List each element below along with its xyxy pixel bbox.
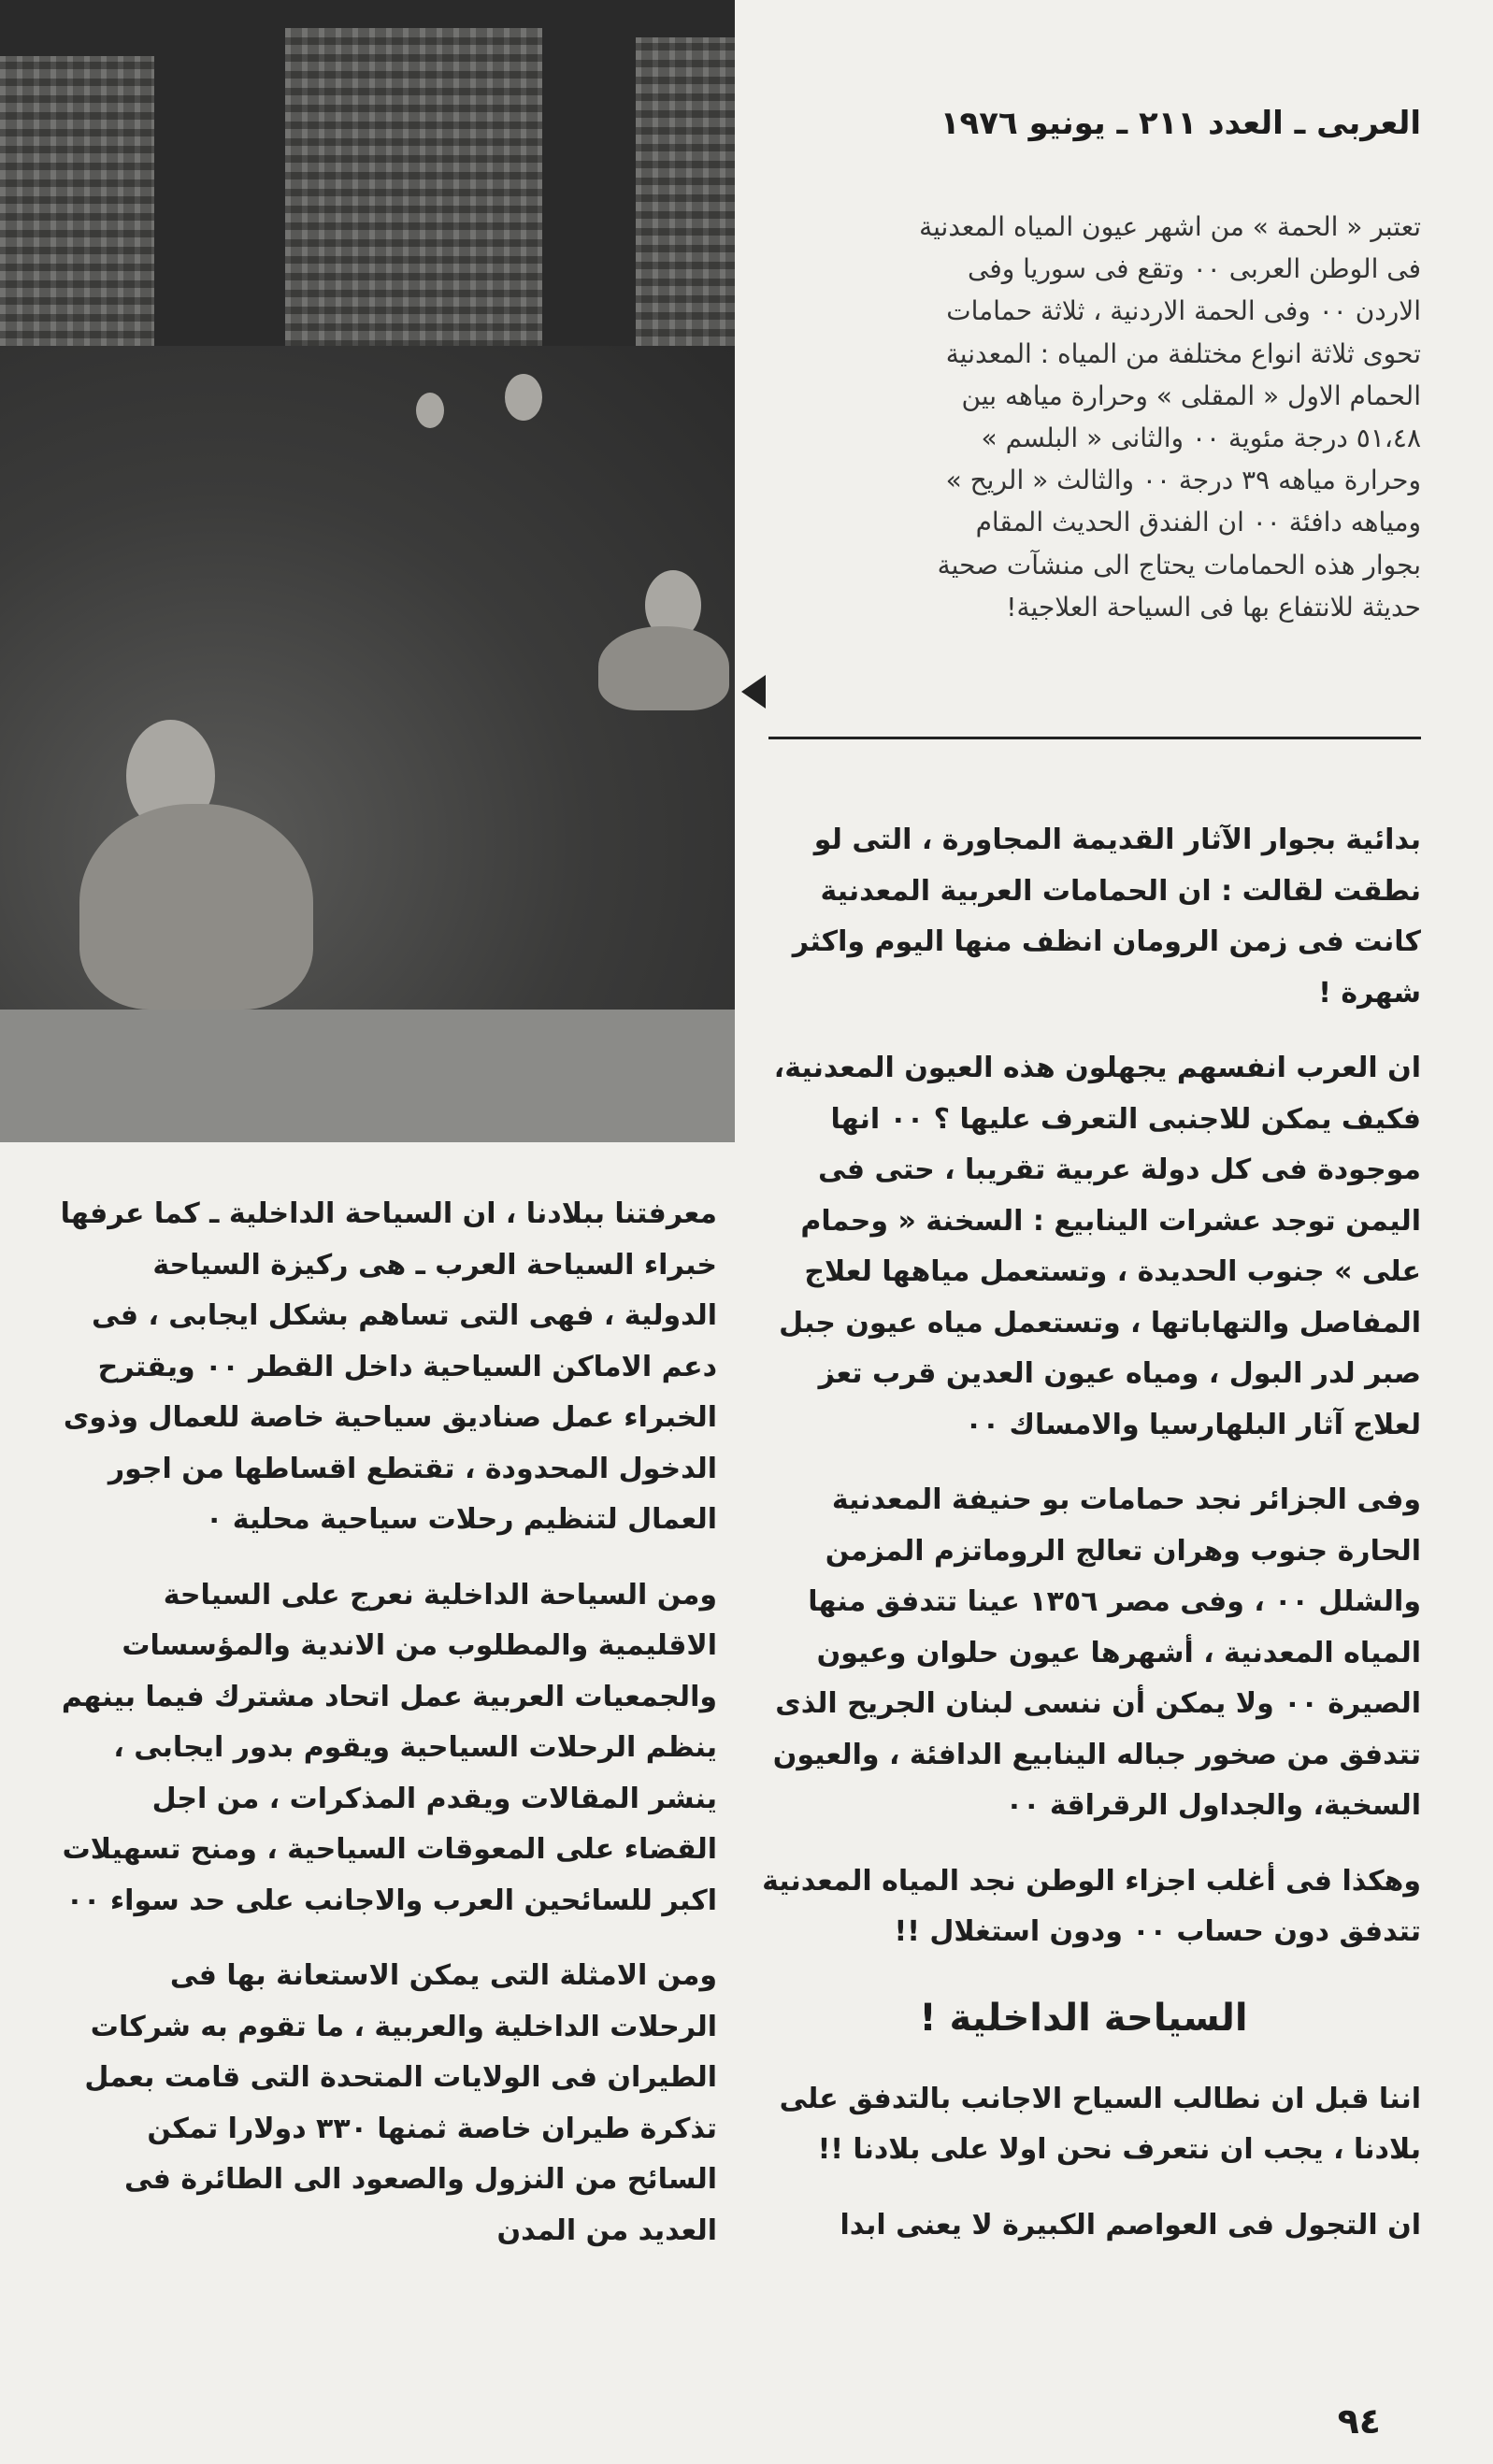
caption-line: فى الوطن العربى ٠٠ وتقع فى سوريا وفى (967, 253, 1421, 285)
paragraph: ومن السياحة الداخلية نعرج على السياحة الاقليمية والمطلوب من الاندية والمؤسسات والجمعيات العربية عمل اتحاد مشترك فيما بينهم ينظم الرحلات السياحية ويقوم بدور ايجابى ، ينشر المقالات ويقدم المذكرات ، من اجل القضاء على المعوقات السياحية ، ومنح تسهيلات اكبر للسائحين العرب والاجانب على حد سواء ٠٠ (61, 1578, 717, 1917)
caption-line: الحمام الاول « المقلى » وحرارة مياهه بين (961, 380, 1421, 411)
bath-pool-photo (0, 0, 735, 1142)
issue-header: العربى ـ العدد ٢١١ ـ يونيو ١٩٧٦ (940, 105, 1421, 142)
paragraph: وفى الجزائر نجد حمامات بو حنيفة المعدنية الحارة جنوب وهران تعالج الروماتزم المزمن والشلل ٠٠ ، وفى مصر ١٣٥٦ عينا تتدفق منها المياه المعدنية ، أشهرها عيون حلوان وعيون الصيرة ٠٠ ولا يمكن أن ننسى لبنان الجريح الذى تتدفق من صخور جباله الينابيع الدافئة ، والعيون السخية، والجداول الرقراقة ٠٠ (772, 1483, 1421, 1822)
swimmer-body (79, 804, 313, 1010)
swimmer-body (598, 626, 729, 710)
paragraph: معرفتنا ببلادنا ، ان السياحة الداخلية ـ كما عرفها خبراء السياحة العرب ـ هى ركيزة السياحة الدولية ، فهى التى تساهم بشكل ايجابى ، فى دعم الاماكن السياحية داخل القطر ٠٠ ويقترح الخبراء عمل صناديق سياحية خاصة للعمال وذوى الدخول المحدودة ، تقتطع اقساطها من اجور العمال لتنظيم رحلات سياحية محلية ٠ (60, 1197, 717, 1536)
caption-divider (768, 737, 1421, 739)
caption-pointer-icon (741, 675, 766, 709)
section-subheading: السياحة الداخلية ! (919, 1996, 1248, 2040)
caption-line: حديثة للانتفاع بها فى السياحة العلاجية! (1006, 591, 1421, 623)
swimmer-head (505, 374, 542, 421)
caption-block (748, 206, 1421, 628)
paragraph: ان العرب انفسهم يجهلون هذه العيون المعدنية، فكيف يمكن للاجنبى التعرف عليها ؟ ٠٠ انها موجودة فى كل دولة عربية تقريبا ، حتى فى اليمن توجد عشرات الينابيع : السخنة « وحمام على » جنوب الحديدة ، وتستعمل مياهها لعلاج المفاصل والتهاباتها ، وتستعمل مياه عيون جبل صبر لدر البول ، ومياه عيون العدين قرب تعز لعلاج آثار البلهارسيا والامساك ٠٠ (773, 1052, 1421, 1441)
paragraph: اننا قبل ان نطالب السياح الاجانب بالتدفق على بلادنا ، يجب ان نتعرف نحن اولا على بلادنا !! (779, 2082, 1421, 2166)
caption-line: تعتبر « الحمة » من اشهر عيون المياه المعدنية (919, 211, 1421, 242)
paragraph: بدائية بجوار الآثار القديمة المجاورة ، التى لو نطقت لقالت : ان الحمامات العربية المعدنية كانت فى زمن الرومان انظف منها اليوم واكثر شهرة ! (792, 824, 1421, 1010)
right-column (746, 815, 1421, 2275)
caption-line: ٥١،٤٨ درجة مئوية ٠٠ والثانى « البلسم » (981, 423, 1421, 454)
page-number: ٩٤ (1337, 2400, 1381, 2442)
caption-line: تحوى ثلاثة انواع مختلفة من المياه : المعدنية (945, 337, 1421, 369)
lattice-panel (285, 28, 542, 374)
caption-line: بجوار هذه الحمامات يحتاج الى منشآت صحية (937, 549, 1421, 580)
left-column (53, 1189, 717, 2281)
caption-line: ومياهه دافئة ٠٠ ان الفندق الحديث المقام (975, 507, 1421, 538)
paragraph: ان التجول فى العواصم الكبيرة لا يعنى ابدا (840, 2208, 1421, 2242)
pool-edge (0, 1010, 735, 1142)
lattice-panel (636, 37, 735, 346)
caption-line: وحرارة مياهه ٣٩ درجة ٠٠ والثالث « الريح » (945, 465, 1421, 496)
lattice-panel (0, 56, 154, 365)
swimmer-head (416, 393, 444, 428)
paragraph: وهكذا فى أغلب اجزاء الوطن نجد المياه المعدنية تتدفق دون حساب ٠٠ ودون استغلال !! (762, 1864, 1421, 1948)
caption-line: الاردن ٠٠ وفى الحمة الاردنية ، ثلاثة حمامات (946, 295, 1421, 327)
paragraph: ومن الامثلة التى يمكن الاستعانة بها فى الرحلات الداخلية والعربية ، ما تقوم به شركات الطيران فى الولايات المتحدة التى قامت بعمل تذكرة طيران خاصة ثمنها ٣٣٠ دولارا تمكن السائح من النزول والصعود الى الطائرة فى العديد من المدن (84, 1959, 717, 2247)
